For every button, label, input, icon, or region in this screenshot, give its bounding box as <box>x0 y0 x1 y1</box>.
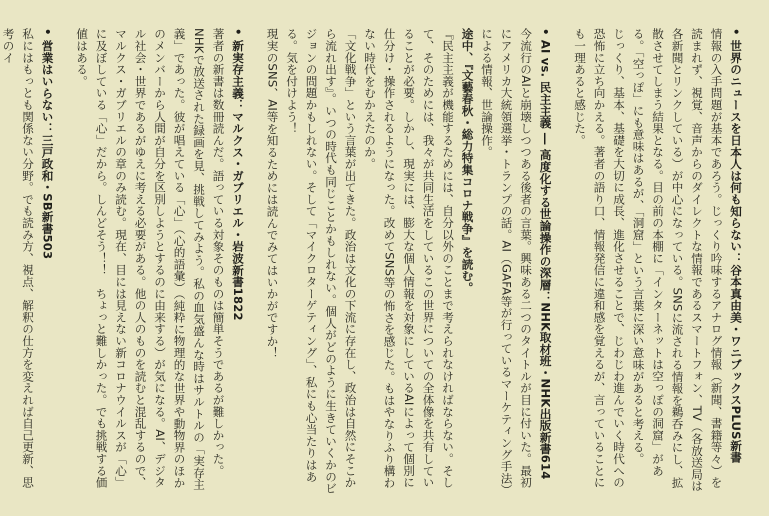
entry-title: • 営業はいらない：三戸政和・SB新書503 <box>40 28 55 260</box>
entry-paragraph: 情報の入手問題が基本であろう。じっくり吟味するアナログ情報（新聞、書籍等々）を読まれず、視覚、音声からのダイレクトな情報であるスマートフォン、TV（各放送局は各新聞とリンクしている）が中心になっている。SNSに流される情報を鵜呑みにし、拡散させてしまう結果となる。目の前の本棚に「インターネットは空っぽの洞窟」がある。「空っぽ」にも意味はあるが、「洞窟」という言葉に深い意味があると考える。 <box>631 28 724 492</box>
book-entry <box>0 28 57 498</box>
entry-paragraph: 私にはもっとも関係ない分野。でも読み方、視点、解釈の仕方を変えれば自己更新、思考のイ <box>1 28 35 489</box>
entry-title: • 新実存主義：マルクス・ガブリエル・岩波新書1822 <box>231 28 245 321</box>
vertical-text-column <box>0 28 745 498</box>
entry-paragraph: 今流行のAIと崩壊しつつある後者の言葉。興味ある二つのタイトルが目に付いた。最初にアメリカ大統領選挙・トランプの話。AI（GAFA等が行っているマーケティング手法）による情報、世論操作。 <box>480 28 533 496</box>
bullet-icon: • <box>40 28 55 36</box>
bullet-icon: • <box>538 28 553 36</box>
entry-paragraph: 「文化戦争」という言葉が出てきた。政治は文化の下流に存在し、政治は自然にそこから流れ出す』。いつの時代も同じことかもしれない。個人がどのように生きていくかのビジョンの問題かもしれない。そして「マイクロターゲティング」、私にも心当たりはある。気を付けよう！ <box>285 28 358 495</box>
bullet-icon: • <box>729 28 743 36</box>
entry-paragraph: じっくり、基本、基礎を大切に成長、進化させることで、じわじわ進んでいく時代への恐怖に立ち向かえる。著者の語り口、情報発信に違和感を覚えるが、言っていることにも一理あると感じた。 <box>573 28 626 489</box>
entry-paragraph: 途中、『文藝春秋・総力特集コロナ戦争』を読む。 <box>460 28 475 294</box>
entry-paragraph: 著者の新書は数冊読んだ。語っている対象そのものは簡単そうであるが難しかった。NHKで放送された録画を見、挑戦してみよう。私の血気盛んな時はサルトルの「実存主義」であった。彼が唱えている「心」（心的語彙）（純粋に物理的な世界や動物界のほかのメンバーから人間が自分を区別しようとするのに由来する）が気になる。AI、デジタル社会・世界であるがゆえに考える必要がある。他の人のものを読むと混乱するので、マルクス・ガブリエルの章のみ読む。現在、目には見えない新コロナウイルスが「心」に及ぼしている「心」だから。しんどそう！！ ちょっと難しかった。でも挑戦する価値はある。 <box>75 28 226 491</box>
entry-paragraph: 現実のSNS、AI等を知るためには読んでみてはいかがですか！ <box>265 28 280 359</box>
entry-paragraph: 『民主主義が機能するためには、自分以外のことまで考えられなければならない。そして、そのためには、我々が共同生活をしているこの世界についての全体像を共有していることが必要。しかし、現実には、膨大な個人情報を対象にしているAIによって個別に仕分け・操作されるようになった。改めてSNS等の怖さを感じた。もはやなりふり構わない時代をむかえたのか。 <box>363 28 455 489</box>
book-entry <box>72 28 248 498</box>
entry-title: • AI vs. 民主主義 ― 高度化する世論操作の深層：NHK取材班・NHK出版新書614 <box>538 28 553 480</box>
book-entry <box>570 28 746 498</box>
book-entry <box>262 28 555 498</box>
bullet-icon: • <box>231 28 245 36</box>
entry-title: • 世界のニュースを日本人は何も知らない：谷本真由美・ワニブックスPLUS新書 <box>729 28 743 464</box>
